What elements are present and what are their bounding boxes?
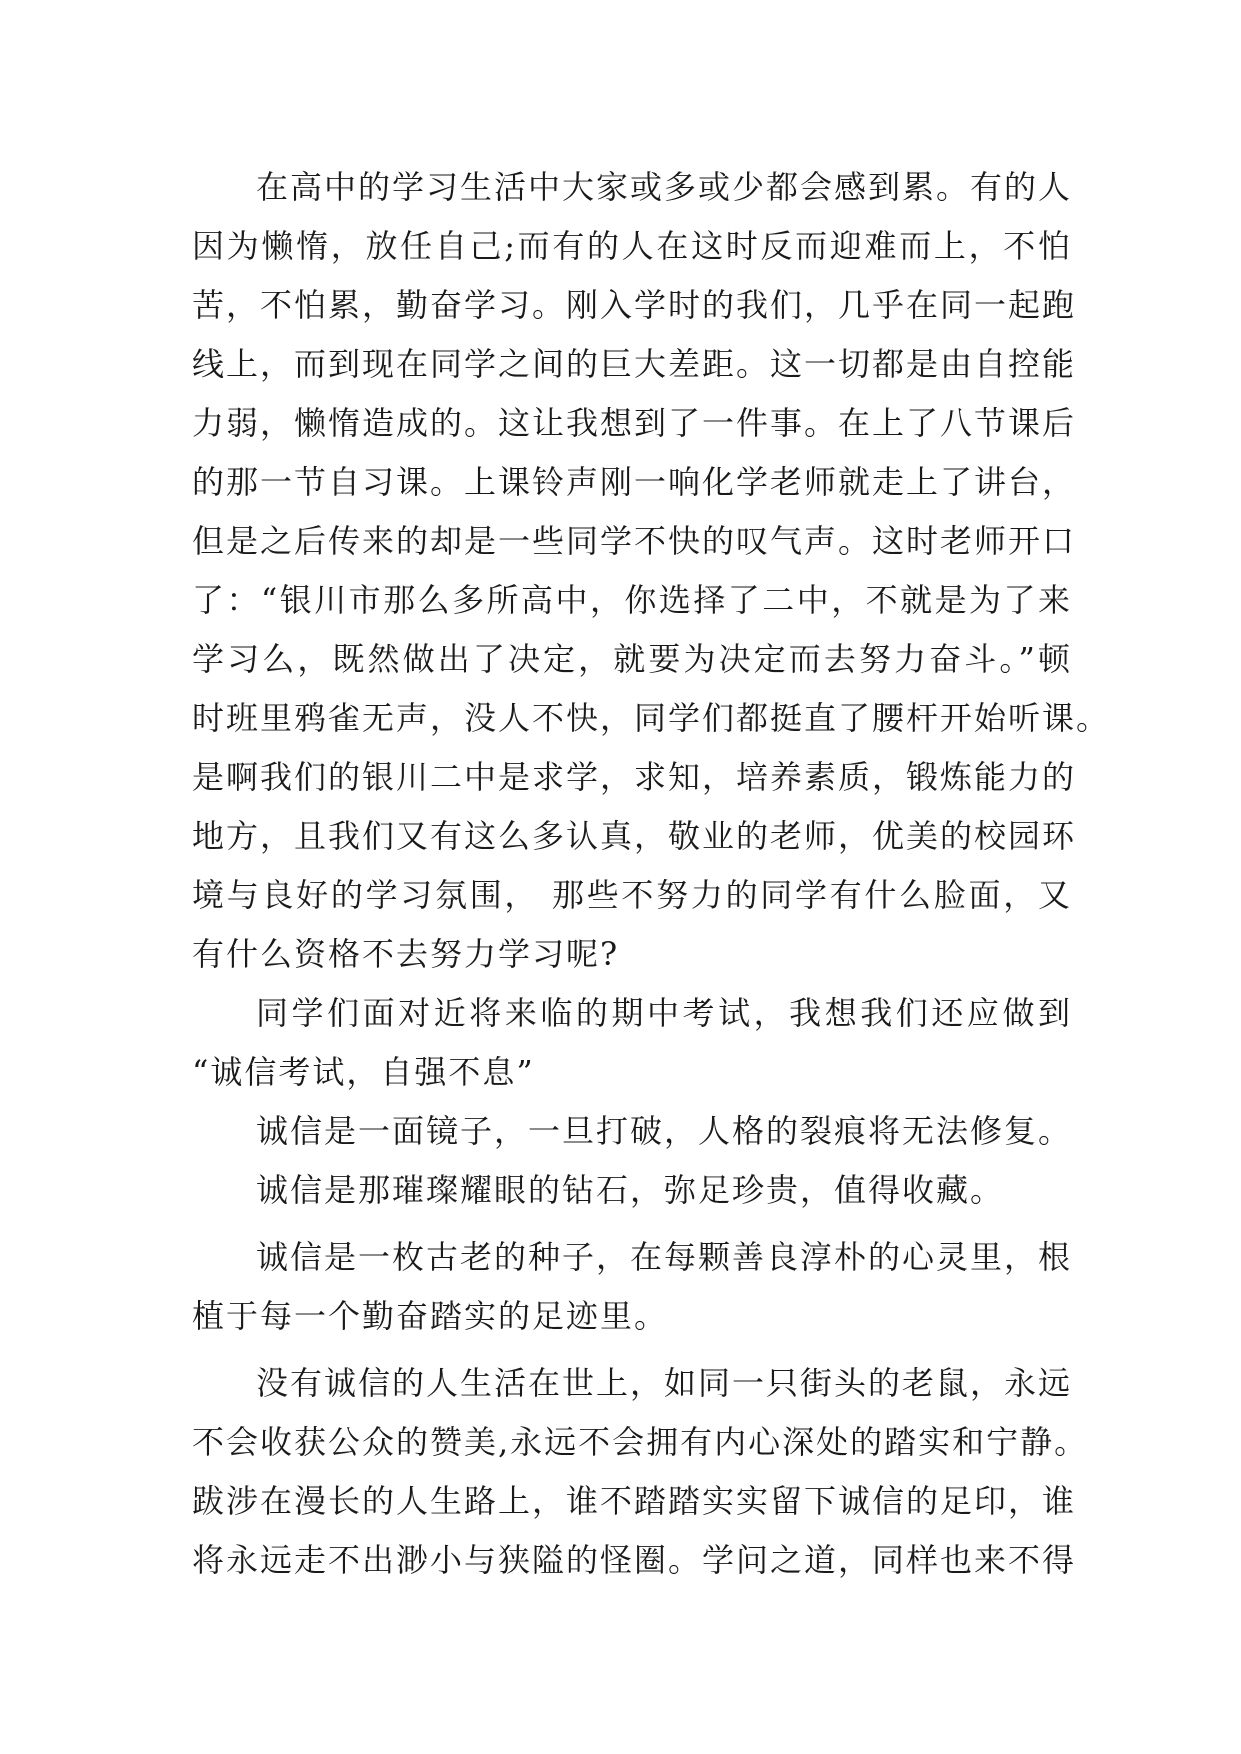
text-line: 地方，且我们又有这么多认真，敬业的老师，优美的校园环 — [192, 817, 1077, 855]
text-line: 的那一节自习课。上课铃声刚一响化学老师就走上了讲台， — [192, 463, 1077, 501]
text-line: 时班里鸦雀无声，没人不快，同学们都挺直了腰杆开始听课。 — [192, 699, 1111, 737]
text-line: “诚信考试，自强不息” — [192, 1053, 535, 1091]
text-line: 学习么，既然做出了决定，就要为决定而去努力奋斗。”顿 — [192, 640, 1072, 678]
text-line: 诚信是一枚古老的种子，在每颗善良淳朴的心灵里，根 — [256, 1238, 1073, 1276]
text-line: 同学们面对近将来临的期中考试，我想我们还应做到 — [256, 994, 1072, 1032]
paragraph-spacer — [192, 1220, 1072, 1228]
text-line: 不会收获公众的赞美,永远不会拥有内心深处的踏实和宁静。 — [192, 1423, 1089, 1461]
text-line: 力弱，懒惰造成的。这让我想到了一件事。在上了八节课后 — [192, 404, 1077, 442]
text-line: 有什么资格不去努力学习呢? — [192, 935, 620, 973]
text-line: 将永远走不出渺小与狭隘的怪圈。学问之道，同样也来不得 — [192, 1541, 1077, 1579]
text-line: 跋涉在漫长的人生路上，谁不踏踏实实留下诚信的足印，谁 — [192, 1482, 1077, 1520]
paragraph-spacer — [192, 1346, 1072, 1354]
text-line: 境与良好的学习氛围， 那些不努力的同学有什么脸面，又 — [192, 876, 1072, 914]
text-line: 了：“银川市那么多所高中，你选择了二中，不就是为了来 — [192, 581, 1072, 619]
text-line: 但是之后传来的却是一些同学不快的叹气声。这时老师开口 — [192, 522, 1077, 560]
text-line: 线上，而到现在同学之间的巨大差距。这一切都是由自控能 — [192, 345, 1077, 383]
text-line: 诚信是那璀璨耀眼的钻石，弥足珍贵，值得收藏。 — [256, 1171, 1005, 1209]
text-line: 诚信是一面镜子，一旦打破，人格的裂痕将无法修复。 — [256, 1112, 1073, 1150]
text-line: 因为懒惰，放任自己;而有的人在这时反而迎难而上，不怕 — [192, 227, 1072, 265]
text-line: 在高中的学习生活中大家或多或少都会感到累。有的人 — [256, 168, 1073, 206]
text-line: 苦，不怕累，勤奋学习。刚入学时的我们，几乎在同一起跑 — [192, 286, 1077, 324]
text-line: 是啊我们的银川二中是求学，求知，培养素质，锻炼能力的 — [192, 758, 1077, 796]
text-line: 植于每一个勤奋踏实的足迹里。 — [192, 1297, 669, 1335]
document-body — [192, 158, 1111, 1590]
text-line: 没有诚信的人生活在世上，如同一只街头的老鼠，永远 — [256, 1364, 1073, 1402]
